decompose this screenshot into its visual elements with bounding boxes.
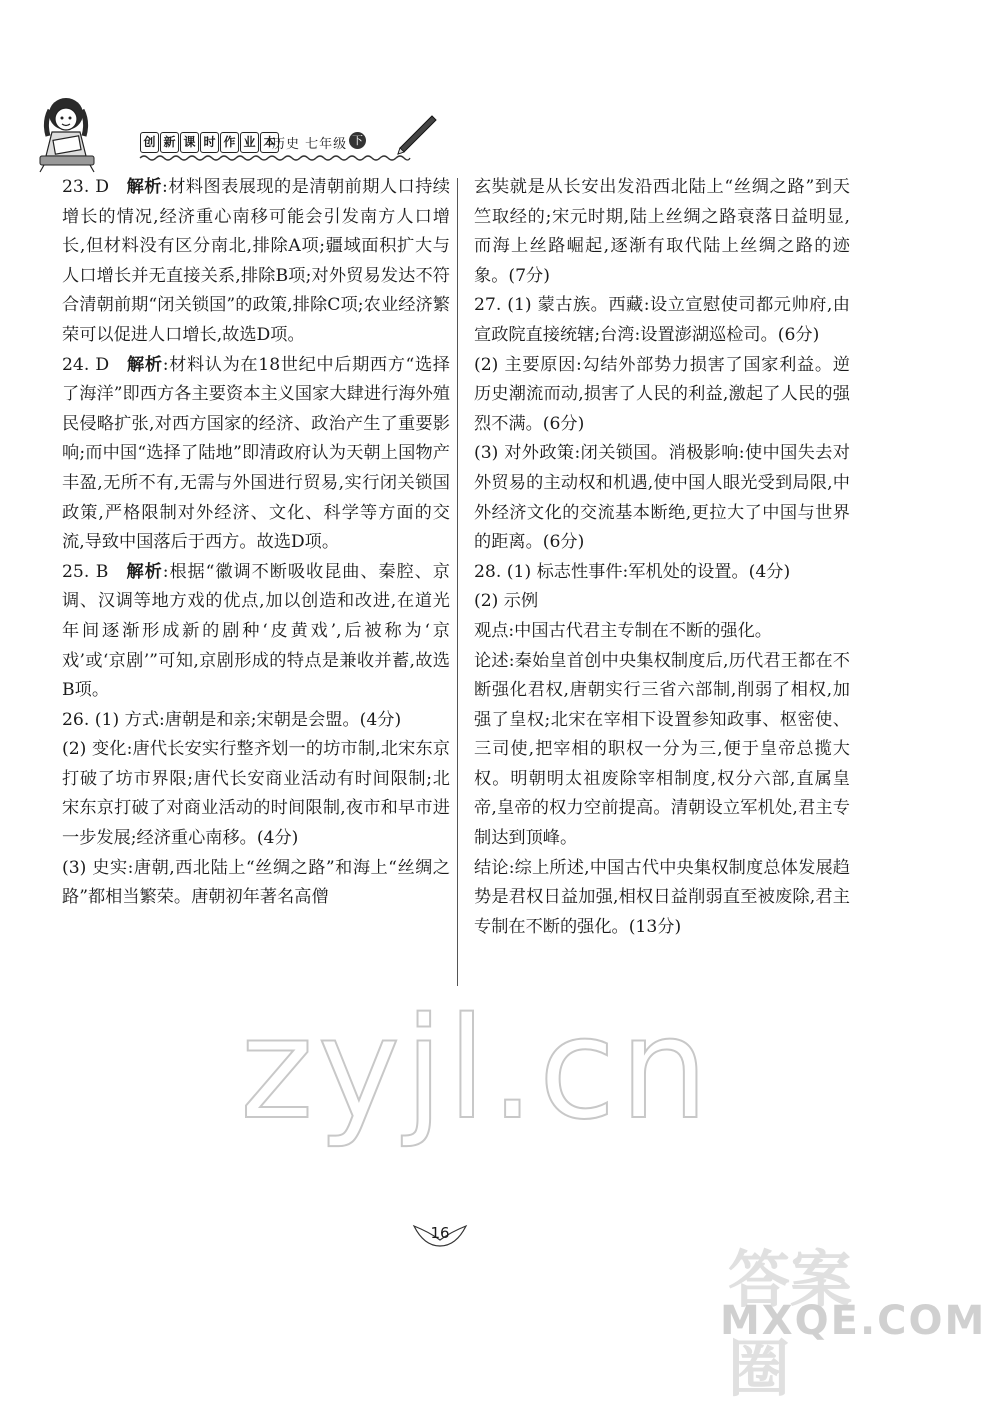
corner-watermark: MXQE.COM (720, 1298, 986, 1344)
answer-26-1: 26. (1) 方式:唐朝是和亲;宋朝是会盟。(4分) (62, 709, 402, 730)
answer-27-1: 27. (1) 蒙古族。西藏:设立宣慰使司都元帅府,由宣政院直接统辖;台湾:设置澎湖巡检司。(6分) (474, 295, 850, 345)
answer-27-3: (3) 对外政策:闭关锁国。消极影响:使中国失去对外贸易的主动权和机遇,使中国人眼光受到局限,中外经济文化的交流基本断绝,更拉大了中国与世界的距离。(6分) (474, 443, 850, 553)
series-char: 本 (260, 132, 279, 153)
answer-23: 23. D 解析:材料图表展现的是清朝前期人口持续增长的情况,经济重心南移可能会引发南方人口增长,但材料没有区分南北,排除A项;疆域面积扩大与人口增长并无直接关系,排除B项;对外贸易发达不符合清朝前期“闭关锁国”的政策,排除C项;农业经济繁荣可以促进人口增长,故选D项。 (62, 177, 450, 345)
corner-logo-watermark: 答案圈 (728, 1243, 853, 1405)
answer-28-viewpoint: 观点:中国古代君主专制在不断的强化。 (474, 620, 772, 641)
column-divider (457, 178, 458, 986)
pencil-icon (392, 112, 438, 158)
answer-28-argument: 论述:秦始皇首创中央集权制度后,历代君王都在不断强化君权,唐朝实行三省六部制,削弱了相权,加强了皇权;北宋在宰相下设置参知政事、枢密使、三司使,把宰相的职权一分为三,便于皇帝总揽大权。明朝明太祖废除宰相制度,权分六部,直属皇帝,皇帝的权力空前提高。清朝设立军机处,君主专制达到顶峰。 (474, 650, 850, 849)
answer-26-2: (2) 变化:唐代长安实行整齐划一的坊市制,北宋东京打破了坊市界限;唐代长安商业活动有时间限制;北宋东京打破了对商业活动的时间限制,夜市和早市进一步发展;经济重心南移。(4分) (62, 739, 450, 849)
page-number-text: 16 (430, 1224, 450, 1242)
answer-28-2: (2) 示例 (474, 591, 539, 612)
answer-26-3: (3) 史实:唐朝,西北陆上“丝绸之路”和海上“丝绸之路”都相当繁荣。唐朝初年著名高僧 (62, 857, 450, 908)
answer-28-1: 28. (1) 标志性事件:军机处的设置。(4分) (474, 561, 791, 582)
page-number (400, 1216, 480, 1250)
right-column (474, 173, 850, 942)
reading-girl-mascot-icon (36, 92, 106, 172)
page-header (36, 92, 446, 172)
answer-26-3-cont: 玄奘就是从长安出发沿西北陆上“丝绸之路”到天竺取经的;宋元时期,陆上丝绸之路衰落日益明显,而海上丝路崛起,逐渐有取代陆上丝绸之路的迹象。(7分) (474, 177, 850, 286)
series-title (140, 132, 279, 153)
wavy-divider (140, 154, 410, 162)
volume-mark: 下 (349, 132, 366, 149)
answer-25: 25. B 解析:根据“徽调不断吸收昆曲、秦腔、京调、汉调等地方戏的优点,加以创造和改进,在道光年间逐渐形成新的剧种‘皮黄戏’,后被称为‘京戏’或‘京剧’”可知,京剧形成的特点是兼收并蓄,故选B项。 (62, 561, 450, 701)
answer-27-2: (2) 主要原因:勾结外部势力损害了国家利益。逆历史潮流而动,损害了人民的利益,激起了人民的强烈不满。(6分) (474, 354, 850, 434)
series-char: 课 (180, 132, 199, 153)
series-char: 创 (140, 132, 159, 153)
series-char: 作 (220, 132, 239, 153)
answer-24: 24. D 解析:材料认为在18世纪中后期西方“选择了海洋”即西方各主要资本主义国家大肆进行海外殖民侵略扩张,对西方国家的经济、政治产生了重要影响;而中国“选择了陆地”即清政府认为天朝上国物产丰盈,无所不有,无需与外国进行贸易,实行闭关锁国政策,严格限制对外经济、文化、科学等方面的交流,导致中国落后于西方。故选D项。 (62, 354, 450, 553)
series-char: 业 (240, 132, 259, 153)
left-column (62, 173, 450, 913)
site-watermark: zyjl.cn (240, 988, 713, 1151)
subject-grade: 历史 七年级 (272, 137, 348, 152)
series-char: 时 (200, 132, 219, 153)
series-char: 新 (160, 132, 179, 153)
answer-28-conclusion: 结论:综上所述,中国古代中央集权制度总体发展趋势是君权日益加强,相权日益削弱直至被废除,君主专制在不断的强化。(13分) (474, 857, 850, 937)
